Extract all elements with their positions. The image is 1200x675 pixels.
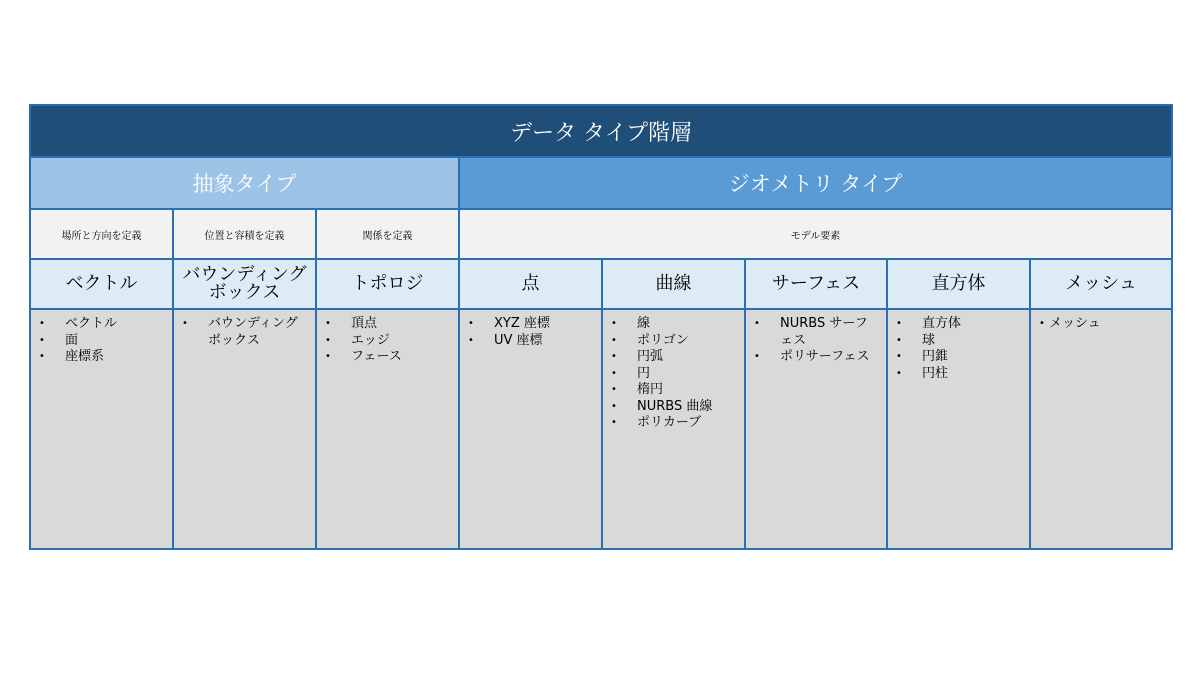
list-item: • 円柱 [896,366,1023,383]
cuboid-items [887,309,1030,549]
list-item: • 面 [39,333,166,350]
list-item: • エッジ [325,333,452,350]
vector-type-header: ベクトル [30,259,173,309]
geometry-types-header: ジオメトリ タイプ [459,157,1172,209]
bounding-box-header-line2: ボックス [208,282,281,303]
description-row [30,209,1172,259]
bounding-box-type-header [173,259,316,309]
list-item: • バウンディング ボックス [182,316,309,349]
item-list-row [30,309,1172,549]
list-item: • NURBS 曲線 [611,399,738,416]
surface-type-header: サーフェス [745,259,887,309]
list-item: • 座標系 [39,349,166,366]
data-type-hierarchy-diagram [29,104,1171,550]
list-item: • メッシュ [1039,316,1165,333]
list-item: • XYZ 座標 [468,316,595,333]
bounding-box-items [173,309,316,549]
list-item: • UV 座標 [468,333,595,350]
list-item: • 線 [611,316,738,333]
topology-type-header: トポロジ [316,259,459,309]
bounding-box-description: 位置と容積を定義 [173,209,316,259]
list-item: • ポリゴン [611,333,738,350]
hierarchy-table [29,104,1173,550]
list-item: • フェース [325,349,452,366]
mesh-items [1030,309,1172,549]
section-row [30,157,1172,209]
abstract-types-header: 抽象タイプ [30,157,459,209]
list-item: • 直方体 [896,316,1023,333]
topology-description: 関係を定義 [316,209,459,259]
list-item: • 円弧 [611,349,738,366]
point-items [459,309,602,549]
cuboid-type-header: 直方体 [887,259,1030,309]
list-item: • ポリカーブ [611,415,738,432]
curve-type-header: 曲線 [602,259,745,309]
point-type-header: 点 [459,259,602,309]
list-item: • 球 [896,333,1023,350]
list-item: • 円 [611,366,738,383]
list-item: • ベクトル [39,316,166,333]
curve-items [602,309,745,549]
mesh-type-header: メッシュ [1030,259,1172,309]
list-item: • 頂点 [325,316,452,333]
diagram-title: データ タイプ階層 [30,105,1172,157]
geometry-description: モデル要素 [459,209,1172,259]
bounding-box-header-line1: バウンディング [182,264,307,285]
surface-items [745,309,887,549]
list-item: • 楕円 [611,382,738,399]
list-item: • ポリサーフェス [754,349,880,366]
list-item: • 円錐 [896,349,1023,366]
type-header-row [30,259,1172,309]
topology-items [316,309,459,549]
vector-description: 場所と方向を定義 [30,209,173,259]
vector-items [30,309,173,549]
list-item: • NURBS サーフェス [754,316,880,349]
title-row [30,105,1172,157]
